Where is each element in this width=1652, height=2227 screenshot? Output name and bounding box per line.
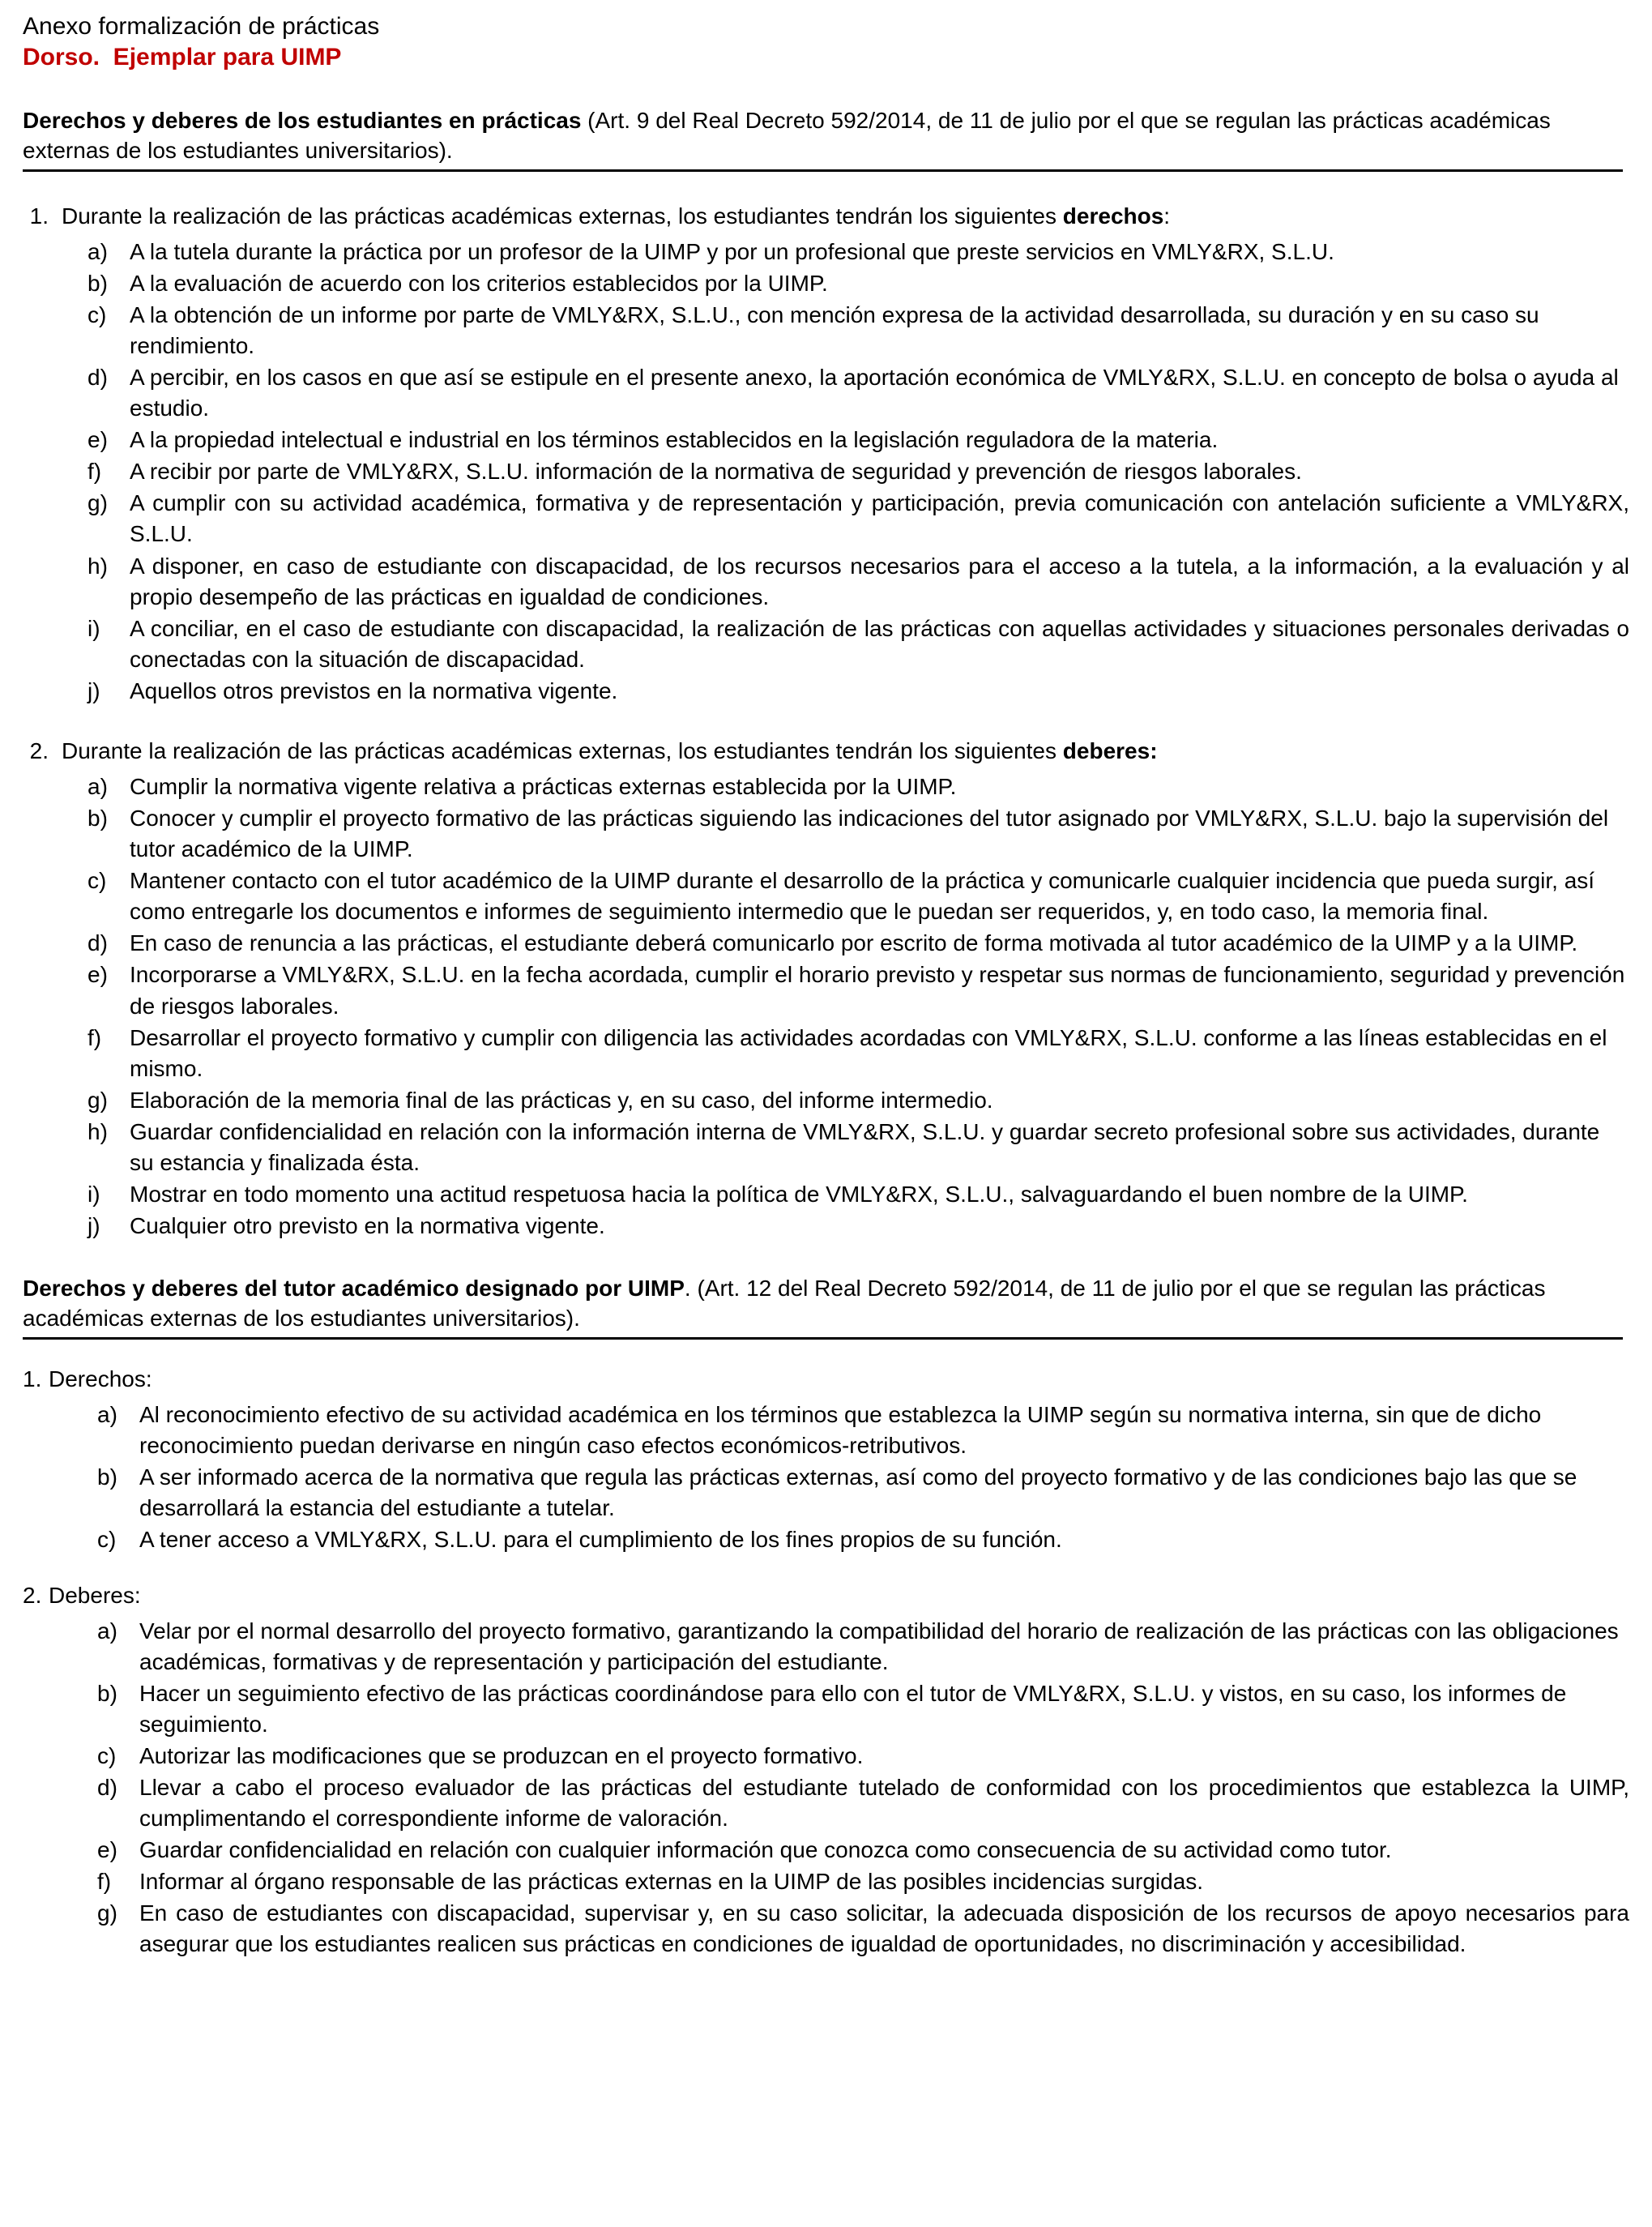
list-item-marker: f) (97, 1869, 112, 1895)
list-item-marker: c) (97, 1527, 117, 1553)
list-item (97, 1462, 1629, 1524)
list-item-marker: a) (88, 774, 108, 800)
list-item-text: Cualquier otro previsto en la normativa vigente. (130, 1213, 605, 1239)
list-item (97, 1898, 1629, 1960)
students-item-2-lead: Durante la realización de las prácticas académicas externas, los estudiantes tendrán los siguientes (62, 737, 1063, 763)
list-item-text: Autorizar las modificaciones que se produzcan en el proyecto formativo. (139, 1742, 864, 1768)
list-item-text: Incorporarse a VMLY&RX, S.L.U. en la fecha acordada, cumplir el horario previsto y respetar sus normas de funcionamiento, seguridad y prevención de riesgos laborales. (130, 962, 1625, 1019)
students-section-heading (23, 106, 1629, 166)
list-item-marker: c) (97, 1742, 117, 1768)
list-item-marker: c) (88, 868, 107, 894)
list-item (88, 1117, 1629, 1178)
list-item (97, 1866, 1629, 1897)
list-item (97, 1772, 1629, 1834)
tutor-item-1-number: 1. (23, 1366, 42, 1392)
list-item-text: Conocer y cumplir el proyecto formativo de las prácticas siguiendo las indicaciones del tutor asignado por VMLY&RX, S.L.U. bajo la supervisión del tutor académico de la UIMP. (130, 806, 1609, 862)
list-item-marker: h) (88, 553, 108, 579)
list-item-marker: i) (88, 615, 100, 641)
list-item (88, 268, 1629, 299)
list-item-text: A la propiedad intelectual e industrial en los términos establecidos en la legislación reguladora de la materia. (130, 427, 1219, 453)
list-item-marker: d) (97, 1775, 117, 1801)
students-item-1 (16, 201, 1629, 232)
list-item-marker: f) (88, 459, 102, 485)
list-item-marker: d) (88, 365, 108, 391)
list-item-marker: b) (88, 270, 108, 296)
list-item (88, 551, 1629, 613)
list-item (97, 1400, 1629, 1461)
tutor-item-2-label: Deberes: (49, 1582, 141, 1608)
students-heading-rule (23, 169, 1623, 172)
list-item-marker: j) (88, 678, 100, 703)
list-item-marker: j) (88, 1213, 100, 1239)
list-item-text: A la evaluación de acuerdo con los criterios establecidos por la UIMP. (130, 270, 828, 296)
tutor-heading-rule (23, 1337, 1623, 1340)
tutor-deberes-list (97, 1616, 1629, 1960)
masthead-subtitle: Dorso. Ejemplar para UIMP (23, 44, 342, 71)
list-item (88, 425, 1629, 455)
list-item (97, 1741, 1629, 1772)
list-item-marker: a) (97, 1402, 117, 1428)
list-item-text: A cumplir con su actividad académica, formativa y de representación y participación, previa comunicación con antelación suficiente a VMLY&RX, S.L.U. (130, 490, 1629, 547)
list-item (88, 1023, 1629, 1084)
list-item (88, 613, 1629, 675)
list-item-text: A conciliar, en el caso de estudiante con discapacidad, la realización de las prácticas con aquellas actividades y situaciones personales derivadas o conectadas con la situación de discapacidad. (130, 615, 1629, 672)
students-item-2 (16, 736, 1629, 767)
list-item-marker: a) (88, 238, 108, 264)
list-item-text: Mostrar en todo momento una actitud respetuosa hacia la política de VMLY&RX, S.L.U., salvaguardando el buen nombre de la UIMP. (130, 1182, 1468, 1208)
list-item-marker: e) (88, 427, 108, 453)
students-item-1-text (62, 201, 1629, 232)
list-item (88, 1179, 1629, 1210)
list-item (88, 1211, 1629, 1242)
list-item-text: Al reconocimiento efectivo de su actividad académica en los términos que establezca la UIMP según su normativa interna, sin que de dicho reconocimiento puedan derivarse en ningún caso efectos económicos-retributivos. (139, 1402, 1542, 1459)
tutor-heading-rest: . (Art. 12 del Real Decreto 592/2014, de 11 de julio por el que se regulan las prácticas académicas externas de los estudiantes universitarios). (23, 1276, 1546, 1331)
list-item (88, 866, 1629, 927)
list-item-text: A disponer, en caso de estudiante con discapacidad, de los recursos necesarios para el acceso a la tutela, a la información, a la evaluación y al propio desempeño de las prácticas en igualdad de condiciones. (130, 553, 1629, 609)
list-item-marker: f) (88, 1024, 102, 1050)
students-heading-bold: Derechos y deberes de los estudiantes en prácticas (23, 107, 582, 133)
list-item-marker: c) (88, 301, 107, 327)
list-item-text: A la tutela durante la práctica por un profesor de la UIMP y por un profesional que preste servicios en VMLY&RX, S.L.U. (130, 238, 1334, 264)
list-item-text: Velar por el normal desarrollo del proyecto formativo, garantizando la compatibilidad del horario de realización de las prácticas con las obligaciones académicas, formativas y de representación y participación del estudiante. (139, 1618, 1619, 1674)
list-item-marker: b) (88, 806, 108, 831)
list-item-text: Llevar a cabo el proceso evaluador de las prácticas del estudiante tutelado de conformidad con los procedimientos que establezca la UIMP, cumplimentando el correspondiente informe de valoración. (139, 1775, 1629, 1832)
students-item-2-emphasis: deberes: (1062, 737, 1158, 763)
tutor-section-heading (23, 1274, 1629, 1334)
students-item-1-tail: : (1163, 203, 1171, 229)
students-item-1-lead: Durante la realización de las prácticas académicas externas, los estudiantes tendrán los siguientes (62, 203, 1063, 229)
list-item (88, 928, 1629, 959)
list-item (88, 456, 1629, 487)
list-item (88, 676, 1629, 707)
list-item-text: Guardar confidencialidad en relación con la información interna de VMLY&RX, S.L.U. y guardar secreto profesional sobre sus actividades, durante su estancia y finalizada ésta. (130, 1118, 1600, 1175)
list-item-text: Desarrollar el proyecto formativo y cumplir con diligencia las actividades acordadas con VMLY&RX, S.L.U. conforme a las líneas establecidas en el mismo. (130, 1024, 1607, 1081)
list-item (97, 1616, 1629, 1678)
students-item-2-number: 2. (29, 737, 49, 763)
list-item (88, 772, 1629, 802)
list-item (97, 1678, 1629, 1740)
list-item-marker: g) (88, 490, 108, 516)
list-item-text: A tener acceso a VMLY&RX, S.L.U. para el cumplimiento de los fines propios de su función. (139, 1527, 1062, 1553)
masthead (23, 11, 1629, 74)
list-item-marker: b) (97, 1464, 117, 1490)
list-item-marker: d) (88, 930, 108, 956)
students-item-1-emphasis: derechos (1062, 203, 1164, 229)
list-item-marker: e) (97, 1837, 117, 1863)
list-item (88, 300, 1629, 361)
list-item-text: A ser informado acerca de la normativa que regula las prácticas externas, así como del proyecto formativo y de las condiciones bajo las que se desarrollará la estancia del estudiante a tutelar. (139, 1464, 1577, 1521)
tutor-item-1 (16, 1364, 1629, 1395)
tutor-item-1-label: Derechos: (49, 1366, 152, 1392)
list-item-text: Hacer un seguimiento efectivo de las prácticas coordinándose para ello con el tutor de VMLY&RX, S.L.U. y vistos, en su caso, los informes de seguimiento. (139, 1680, 1567, 1737)
list-item (88, 960, 1629, 1021)
tutor-heading-bold: Derechos y deberes del tutor académico designado por UIMP (23, 1276, 685, 1302)
list-item-text: Informar al órgano responsable de las prácticas externas en la UIMP de las posibles incidencias surgidas. (139, 1869, 1204, 1895)
list-item-text: A la obtención de un informe por parte de VMLY&RX, S.L.U., con mención expresa de la actividad desarrollada, su duración y en su caso su rendimiento. (130, 301, 1539, 358)
list-item-text: En caso de estudiantes con discapacidad, supervisar y, en su caso solicitar, la adecuada disposición de los recursos de apoyo necesarios para asegurar que los estudiantes realicen sus prácticas en condiciones de igualdad de oportunidades, no discriminación y accesibilidad. (139, 1900, 1629, 1957)
list-item-marker: b) (97, 1680, 117, 1706)
list-item (97, 1524, 1629, 1555)
list-item-text: Mantener contacto con el tutor académico de la UIMP durante el desarrollo de la práctica y comunicarle cualquier incidencia que pueda surgir, así como entregarle los documentos e informes de seguimiento intermedio que le puedan ser requeridos, y, en todo caso, la memoria final. (130, 868, 1595, 925)
students-derechos-list (88, 237, 1629, 707)
list-item-text: Cumplir la normativa vigente relativa a prácticas externas establecida por la UIMP. (130, 774, 957, 800)
students-heading-rest: (Art. 9 del Real Decreto 592/2014, de 11 de julio por el que se regulan las prácticas académicas externas de los estudiantes universitarios). (23, 107, 1551, 163)
tutor-derechos-list (97, 1400, 1629, 1555)
tutor-item-2 (16, 1580, 1629, 1611)
tutor-item-2-number: 2. (23, 1582, 42, 1608)
list-item-text: En caso de renuncia a las prácticas, el estudiante deberá comunicarlo por escrito de forma motivada al tutor académico de la UIMP y a la UIMP. (130, 930, 1578, 956)
students-deberes-list (88, 772, 1629, 1242)
list-item-text: Aquellos otros previstos en la normativa vigente. (130, 678, 618, 703)
list-item (88, 362, 1629, 424)
list-item-marker: h) (88, 1118, 108, 1144)
list-item (88, 488, 1629, 549)
list-item-marker: i) (88, 1182, 100, 1208)
list-item (97, 1835, 1629, 1866)
students-item-1-number: 1. (29, 203, 49, 229)
list-item-text: A recibir por parte de VMLY&RX, S.L.U. información de la normativa de seguridad y prevención de riesgos laborales. (130, 459, 1302, 485)
list-item (88, 237, 1629, 267)
list-item-marker: a) (97, 1618, 117, 1644)
list-item-marker: g) (88, 1087, 108, 1113)
masthead-title: Anexo formalización de prácticas (23, 13, 380, 40)
students-item-2-text (62, 736, 1629, 767)
list-item-text: Guardar confidencialidad en relación con cualquier información que conozca como consecuencia de su actividad como tutor. (139, 1837, 1392, 1863)
list-item-marker: g) (97, 1900, 117, 1926)
list-item (88, 803, 1629, 865)
list-item-marker: e) (88, 962, 108, 988)
list-item (88, 1085, 1629, 1116)
list-item-text: Elaboración de la memoria final de las prácticas y, en su caso, del informe intermedio. (130, 1087, 993, 1113)
list-item-text: A percibir, en los casos en que así se estipule en el presente anexo, la aportación económica de VMLY&RX, S.L.U. en concepto de bolsa o ayuda al estudio. (130, 365, 1619, 421)
